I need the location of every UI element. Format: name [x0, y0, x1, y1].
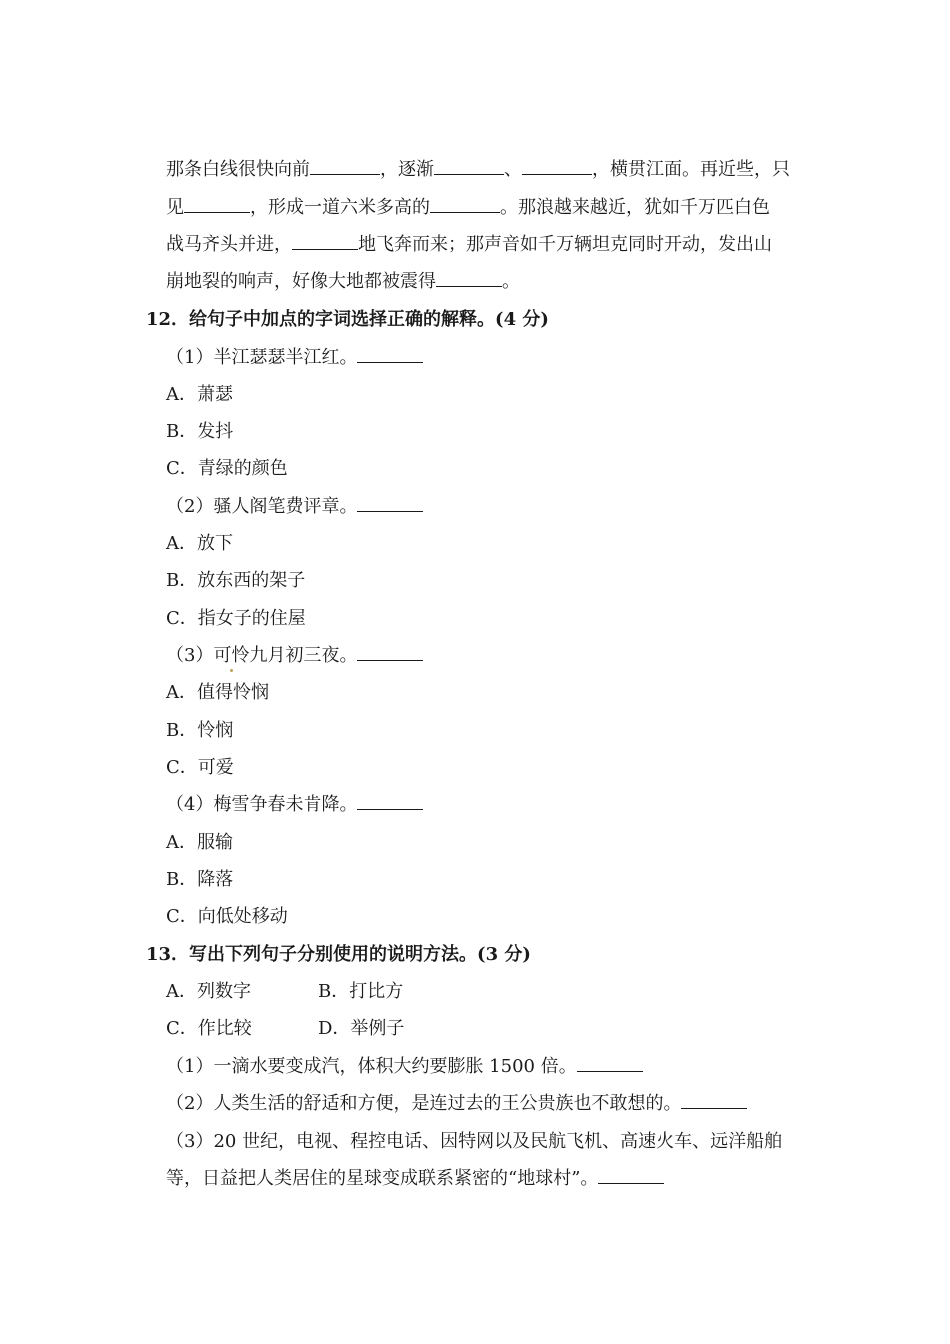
stem-text: （4）梅雪争春未肯降。 — [166, 794, 358, 815]
answer-blank[interactable] — [184, 196, 250, 213]
q12-item-2-option-b: B．放东西的架子 — [166, 570, 306, 591]
text-segment: 。 — [502, 271, 520, 292]
q12-item-3-option-b: B．怜悯 — [166, 720, 234, 741]
q13-item-3: （3）20 世纪，电视、程控电话、因特网以及民航飞机、高速火车、远洋船舶 — [166, 1131, 783, 1152]
q13-option-a: A．列数字 — [166, 981, 251, 1002]
text-segment: 战马齐头并进， — [166, 234, 292, 255]
text-segment: ，逐渐 — [380, 159, 434, 180]
answer-blank[interactable] — [357, 346, 423, 363]
q12-item-4-option-b: B．降落 — [166, 869, 234, 890]
text-segment: 。那浪越来越近，犹如千万匹白色 — [500, 197, 770, 218]
q12-item-4-option-a: A．服输 — [166, 832, 233, 853]
stem-text: （2）骚人阁笔费评章。 — [166, 496, 358, 517]
question-12-title: 12．给句子中加点的字词选择正确的解释。(4 分) — [146, 309, 549, 330]
q13-item-2 — [166, 1092, 747, 1116]
q13-item-1 — [166, 1055, 643, 1079]
answer-blank[interactable] — [357, 495, 423, 512]
answer-blank[interactable] — [434, 158, 504, 175]
stem-text: 等，日益把人类居住的星球变成联系紧密的“地球村”。 — [166, 1168, 599, 1189]
q13-item-3-continued — [166, 1167, 664, 1191]
answer-blank[interactable] — [430, 196, 500, 213]
text-segment: 那条白线很快向前 — [166, 159, 310, 180]
answer-blank[interactable] — [357, 644, 423, 661]
q12-item-4-option-c: C．向低处移动 — [166, 906, 288, 927]
question-13-title: 13．写出下列句子分别使用的说明方法。(3 分) — [146, 944, 531, 965]
q12-item-1-stem — [166, 346, 423, 370]
answer-blank[interactable] — [681, 1092, 747, 1109]
answer-blank[interactable] — [310, 158, 380, 175]
stem-text: （1）一滴水要变成汽，体积大约要膨胀 1500 倍。 — [166, 1056, 577, 1077]
q12-item-1-option-a: A．萧瑟 — [166, 384, 233, 405]
answer-blank[interactable] — [577, 1055, 643, 1072]
stem-text: 九月初三夜。 — [249, 645, 358, 666]
q12-item-1-option-c: C．青绿的颜色 — [166, 458, 288, 479]
text-segment: 见 — [166, 197, 184, 218]
q12-item-4-stem — [166, 793, 423, 817]
q12-item-2-option-c: C．指女子的住屋 — [166, 608, 306, 629]
text-segment: ，横贯江面。再近些，只 — [592, 159, 790, 180]
q12-item-3-option-a: A．值得怜悯 — [166, 682, 269, 703]
q13-option-c: C．作比较 — [166, 1018, 252, 1039]
stem-text: （3） — [166, 645, 214, 666]
passage-line-4 — [166, 270, 520, 294]
answer-blank[interactable] — [357, 793, 423, 810]
answer-blank[interactable] — [522, 158, 592, 175]
q12-item-2-option-a: A．放下 — [166, 533, 233, 554]
answer-blank[interactable] — [598, 1167, 664, 1184]
q13-option-d: D．举例子 — [318, 1018, 405, 1039]
q12-item-3-option-c: C．可爱 — [166, 757, 234, 778]
stem-text: （2）人类生活的舒适和方便，是连过去的王公贵族也不敢想的。 — [166, 1093, 682, 1114]
q12-item-2-stem — [166, 495, 423, 519]
text-segment: ，形成一道六米多高的 — [250, 197, 430, 218]
text-segment: 地飞奔而来；那声音如千万辆坦克同时开动，发出山 — [358, 234, 772, 255]
text-segment: 崩地裂的响声，好像大地都被震得 — [166, 271, 436, 292]
emphasized-word: 可怜 — [213, 645, 250, 666]
q12-item-1-option-b: B．发抖 — [166, 421, 234, 442]
passage-line-2 — [166, 196, 770, 220]
answer-blank[interactable] — [292, 233, 358, 250]
text-segment: 、 — [504, 159, 522, 180]
stem-text: （1）半江瑟瑟半江红。 — [166, 347, 358, 368]
q12-item-3-stem — [166, 644, 423, 668]
q13-option-b: B．打比方 — [318, 981, 404, 1002]
passage-line-1 — [166, 158, 790, 182]
answer-blank[interactable] — [436, 270, 502, 287]
passage-line-3 — [166, 233, 772, 257]
